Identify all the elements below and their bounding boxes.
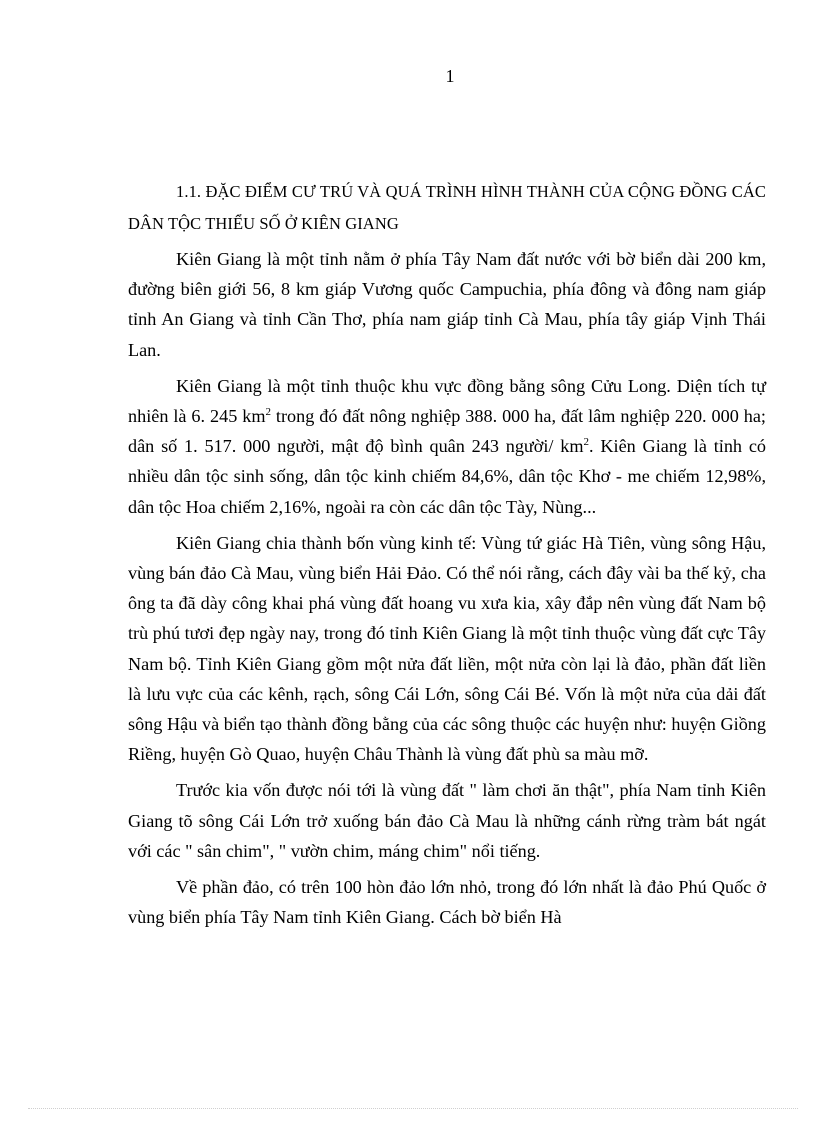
section-heading: 1.1. ĐẶC ĐIỂM CƯ TRÚ VÀ QUÁ TRÌNH HÌNH THÀNH CỦA CỘNG ĐỒNG CÁC DÂN TỘC THIỂU SỐ Ở KIÊN GIANG [128, 182, 766, 233]
document-body [128, 176, 766, 938]
paragraph-text: trong đó đất nông nghiệp 388. 000 ha, đất lâm nghiệp 220. 000 ha; dân số 1. 517. 000 người, mật độ bình quân 243 người/ km [128, 406, 766, 457]
superscript: 2 [583, 436, 590, 449]
paragraph-location: Kiên Giang là một tỉnh nằm ở phía Tây Nam đất nước với bờ biển dài 200 km, đường biên giới 56, 8 km giáp Vương quốc Campuchia, phía đông và đông nam giáp tỉnh An Giang và tỉnh Cần Thơ, phía nam giáp tỉnh Cà Mau, phía tây giáp Vịnh Thái Lan. [128, 249, 766, 360]
paragraph-text: Kiên Giang là một tỉnh thuộc khu vực đồng bằng sông Cửu Long. Diện tích tự nhiên là 6. 245 km [128, 375, 766, 427]
paragraph-area-population [128, 371, 766, 522]
paragraph-economic-regions: Kiên Giang chia thành bốn vùng kinh tế: Vùng tứ giác Hà Tiên, vùng sông Hậu, vùng bán đảo Cà Mau, vùng biển Hải Đảo. Có thể nói rằng, cách đây vài ba thế kỷ, cha ông ta đã dày công khai phá vùng đất hoang vu xưa kia, xây đắp nên vùng đất Nam bộ trù phú tươi đẹp ngày nay, trong đó tỉnh Kiên Giang là một tỉnh thuộc vùng đất cực Tây Nam bộ. Tỉnh Kiên Giang gồm một nửa đất liền, một nửa còn lại là đảo, phần đất liền là lưu vực của các kênh, rạch, sông Cái Lớn, sông Cái Bé. Vốn là một nửa của dải đất sông Hậu và biển tạo thành đồng bằng của các sông thuộc các huyện như: huyện Giồng Riềng, huyện Gò Quao, huyện Châu Thành là vùng đất phù sa màu mỡ. [128, 532, 766, 765]
paragraph-forests: Trước kia vốn được nói tới là vùng đất " làm chơi ăn thật", phía Nam tỉnh Kiên Giang tõ sông Cái Lớn trở xuống bán đảo Cà Mau là những cánh rừng tràm bát ngát với các " sân chim", " vườn chim, máng chim" nổi tiếng. [128, 780, 766, 861]
paragraph-islands: Về phần đảo, có trên 100 hòn đảo lớn nhỏ, trong đó lớn nhất là đảo Phú Quốc ở vùng biển phía Tây Nam tỉnh Kiên Giang. Cách bờ biển Hà [128, 877, 766, 928]
page-bottom-divider [28, 1108, 798, 1109]
paragraph-text: . Kiên Giang là tỉnh có nhiều dân tộc sinh sống, dân tộc kinh chiếm 84,6%, dân tộc Khơ - me chiếm 12,98%, dân tộc Hoa chiếm 2,16%, ngoài ra còn các dân tộc Tày, Nùng... [128, 436, 767, 517]
superscript: 2 [265, 405, 271, 418]
page-number: 1 [445, 66, 455, 86]
